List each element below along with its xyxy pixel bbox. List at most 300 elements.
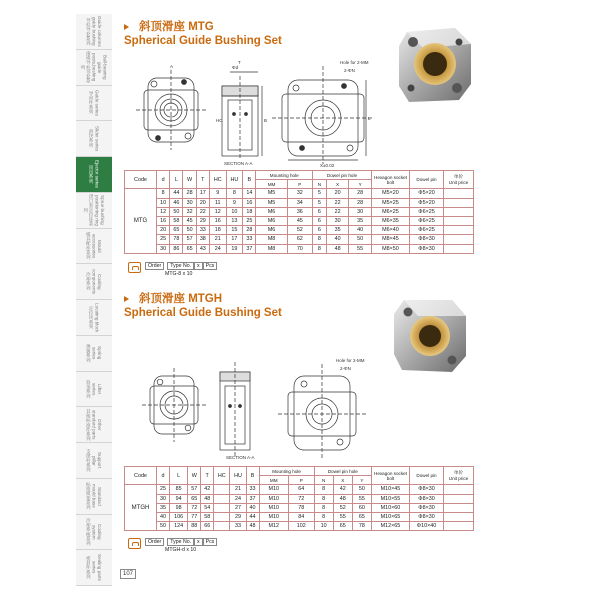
sidebar-tab[interactable] bbox=[76, 157, 112, 193]
table-cell: 55 bbox=[352, 494, 371, 503]
sidebar-tab-label: Spring series 弹簧系列 bbox=[86, 343, 103, 363]
table-cell: 32 bbox=[183, 207, 196, 216]
table-cell: 22 bbox=[326, 207, 349, 216]
table-cell: 8 bbox=[314, 512, 333, 521]
table-cell: 70 bbox=[287, 244, 312, 253]
table-cell: 16 bbox=[209, 216, 226, 225]
table-cell bbox=[214, 522, 230, 531]
sidebar-tab[interactable] bbox=[76, 515, 112, 551]
table-cell: 25 bbox=[157, 485, 170, 494]
table-cell: 8 bbox=[157, 189, 170, 198]
col-dowel: Dowel pin bbox=[410, 467, 444, 485]
table-row bbox=[125, 512, 474, 521]
table-cell: Φ8×30 bbox=[410, 503, 444, 512]
table-cell: M10 bbox=[259, 485, 288, 494]
table-cell: 50 bbox=[352, 485, 371, 494]
table-cell: 20 bbox=[157, 226, 170, 235]
table-cell: 72 bbox=[188, 503, 201, 512]
table-cell: 45 bbox=[183, 216, 196, 225]
code-cell: MTGH bbox=[125, 485, 157, 531]
table-cell: 40 bbox=[326, 235, 349, 244]
table-cell: 37 bbox=[246, 494, 259, 503]
table-cell: M5 bbox=[256, 198, 287, 207]
col-mm: MM bbox=[256, 180, 287, 189]
sidebar-tab-label: Standard mould base 标准模架系列 bbox=[86, 482, 103, 510]
table-cell: 85 bbox=[169, 485, 187, 494]
table-cell: 22 bbox=[196, 207, 209, 216]
unit-price-cell bbox=[444, 226, 474, 235]
table-cell: 18 bbox=[243, 207, 256, 216]
table-cell: 6 bbox=[312, 226, 326, 235]
unit-price-cell bbox=[444, 522, 474, 531]
table-cell: M6 bbox=[256, 207, 287, 216]
table-cell: 28 bbox=[183, 189, 196, 198]
table-cell: 5 bbox=[312, 189, 326, 198]
table-cell: 88 bbox=[188, 522, 201, 531]
table-row bbox=[125, 522, 474, 531]
table-row bbox=[125, 189, 474, 198]
table-cell: 9 bbox=[226, 198, 243, 207]
col-y: Y bbox=[349, 180, 372, 189]
col-dowel-hole: Dowel pin hole bbox=[312, 171, 371, 180]
mtg-phi-label: 2-ΦN bbox=[344, 68, 355, 73]
table-cell: 30 bbox=[183, 198, 196, 207]
table-cell: 30 bbox=[157, 244, 170, 253]
mtg-xy-label: X±0.02 bbox=[320, 163, 335, 168]
mtg-b-label: B bbox=[264, 118, 268, 123]
table-cell: 65 bbox=[183, 244, 196, 253]
table-cell: 19 bbox=[226, 244, 243, 253]
table-cell: 78 bbox=[288, 503, 314, 512]
table-cell: 42 bbox=[333, 485, 352, 494]
col-dowel-hole: Dowel pin hole bbox=[314, 467, 371, 476]
table-cell: 44 bbox=[170, 189, 183, 198]
sidebar-tab[interactable] bbox=[76, 550, 112, 586]
mtg-product-photo bbox=[393, 22, 477, 106]
unit-price-cell bbox=[444, 235, 474, 244]
col-l: L bbox=[169, 467, 187, 485]
table-cell: Φ8×30 bbox=[410, 244, 444, 253]
table-cell: 20 bbox=[196, 198, 209, 207]
mtg-phid-label: Φd bbox=[232, 65, 239, 70]
table-cell: 32 bbox=[287, 189, 312, 198]
table-cell: 33 bbox=[246, 485, 259, 494]
table-cell: 65 bbox=[333, 522, 352, 531]
unit-price-cell bbox=[444, 512, 474, 521]
table-cell: 30 bbox=[326, 216, 349, 225]
sidebar-tab-label: Locating block 定位块系列 bbox=[89, 302, 100, 333]
table-cell: 16 bbox=[157, 216, 170, 225]
mtg-type-no: Type No. bbox=[167, 262, 194, 270]
table-cell: 20 bbox=[326, 189, 349, 198]
mtg-holes-label: Hole for 2-MM bbox=[340, 60, 369, 65]
col-unit-price bbox=[444, 171, 474, 189]
mtgh-order-example: MTGH-d x 10 bbox=[165, 547, 197, 553]
col-t: T bbox=[201, 467, 214, 485]
col-y: Y bbox=[352, 476, 371, 485]
table-cell: 13 bbox=[226, 216, 243, 225]
col-code: Code bbox=[125, 171, 157, 189]
table-cell: 65 bbox=[352, 512, 371, 521]
mtgh-section-label: SECTION A-A bbox=[226, 455, 255, 460]
table-cell: Φ5×20 bbox=[410, 198, 444, 207]
table-cell: 98 bbox=[169, 503, 187, 512]
table-cell: M6 bbox=[256, 216, 287, 225]
mtg-a-label: A bbox=[170, 64, 174, 69]
mtgh-product-photo bbox=[388, 292, 472, 376]
sidebar-tab-label: Ejector series 顶出系列 bbox=[89, 160, 100, 189]
sidebar-tab[interactable] bbox=[76, 193, 112, 229]
table-cell: 40 bbox=[349, 226, 372, 235]
table-cell: 29 bbox=[230, 512, 246, 521]
unit-price-cell bbox=[444, 207, 474, 216]
table-cell: M8 bbox=[256, 235, 287, 244]
table-cell: 8 bbox=[312, 235, 326, 244]
mtgh-phi-label: 2-ΦN bbox=[340, 366, 351, 371]
table-row bbox=[125, 207, 474, 216]
table-cell: 86 bbox=[170, 244, 183, 253]
table-cell: 102 bbox=[288, 522, 314, 531]
mtg-title-en: Spherical Guide Bushing Set bbox=[124, 35, 282, 47]
unit-en: Unit price bbox=[448, 476, 469, 482]
table-cell: M6×25 bbox=[372, 207, 410, 216]
col-w: W bbox=[183, 171, 196, 189]
mtgh-title-block bbox=[124, 292, 282, 320]
col-hc: HC bbox=[214, 467, 230, 485]
table-cell: 40 bbox=[246, 503, 259, 512]
mtgh-order-line bbox=[145, 538, 217, 546]
table-cell: Φ8×30 bbox=[410, 494, 444, 503]
col-hc: HC bbox=[209, 171, 226, 189]
col-p: P bbox=[288, 476, 314, 485]
mtgh-technical-drawing bbox=[140, 350, 380, 462]
table-cell: M8×50 bbox=[372, 244, 410, 253]
table-cell: Φ6×25 bbox=[410, 226, 444, 235]
table-cell: M5×20 bbox=[372, 189, 410, 198]
table-cell: 29 bbox=[196, 216, 209, 225]
col-mounting: Mounting hole bbox=[259, 467, 314, 476]
unit-price-cell bbox=[444, 216, 474, 225]
table-cell: M8 bbox=[256, 244, 287, 253]
mtgh-pcs: Pcs bbox=[203, 538, 218, 546]
table-row bbox=[125, 226, 474, 235]
table-row bbox=[125, 244, 474, 253]
unit-price-cell bbox=[444, 244, 474, 253]
table-cell: 30 bbox=[157, 494, 170, 503]
table-cell: 16 bbox=[243, 198, 256, 207]
table-cell: 21 bbox=[230, 485, 246, 494]
table-cell: 43 bbox=[196, 244, 209, 253]
mtg-title-block bbox=[124, 20, 282, 48]
table-cell: 64 bbox=[288, 485, 314, 494]
table-row bbox=[125, 494, 474, 503]
table-cell: 10 bbox=[226, 207, 243, 216]
table-cell: 8 bbox=[314, 494, 333, 503]
table-cell: 37 bbox=[243, 244, 256, 253]
table-cell: Φ8×30 bbox=[410, 485, 444, 494]
table-cell: 48 bbox=[246, 522, 259, 531]
table-cell: 44 bbox=[246, 512, 259, 521]
table-cell: 35 bbox=[349, 216, 372, 225]
col-code: Code bbox=[125, 467, 157, 485]
table-cell: 48 bbox=[333, 494, 352, 503]
table-cell: 17 bbox=[196, 189, 209, 198]
col-mounting: Mounting hole bbox=[256, 171, 313, 180]
table-cell: M10 bbox=[259, 494, 288, 503]
table-cell: 8 bbox=[226, 189, 243, 198]
mtg-order-example: MTG-8 x 10 bbox=[165, 271, 193, 277]
table-cell: 8 bbox=[314, 503, 333, 512]
table-cell: M10×45 bbox=[372, 485, 410, 494]
table-cell: 28 bbox=[349, 189, 372, 198]
sidebar-tab[interactable] bbox=[76, 372, 112, 408]
sidebar-tab[interactable] bbox=[76, 264, 112, 300]
page-number: 107 bbox=[120, 569, 136, 579]
col-p: P bbox=[287, 180, 312, 189]
table-cell: 28 bbox=[349, 198, 372, 207]
sidebar-tab[interactable] bbox=[76, 407, 112, 443]
sidebar-tab-label: Guide columns guide bushing 导柱导套系列 bbox=[86, 16, 103, 47]
table-cell: 58 bbox=[201, 512, 214, 521]
table-cell: 33 bbox=[230, 522, 246, 531]
table-cell: Φ6×25 bbox=[410, 216, 444, 225]
table-cell: 50 bbox=[183, 226, 196, 235]
table-cell: 57 bbox=[183, 235, 196, 244]
sidebar-tab[interactable] bbox=[76, 300, 112, 336]
table-cell: 60 bbox=[352, 503, 371, 512]
code-cell: MTG bbox=[125, 189, 157, 253]
table-cell: 33 bbox=[243, 235, 256, 244]
mtg-spec-table bbox=[124, 170, 474, 254]
table-cell: M10×65 bbox=[372, 512, 410, 521]
mtg-l-label: L bbox=[368, 116, 371, 121]
table-row bbox=[125, 235, 474, 244]
table-cell: 8 bbox=[312, 244, 326, 253]
mtgh-title-en: Spherical Guide Bushing Set bbox=[124, 307, 282, 319]
col-b: B bbox=[246, 467, 259, 485]
table-cell: 55 bbox=[333, 512, 352, 521]
mtg-t-label: T bbox=[238, 60, 241, 65]
table-cell: 124 bbox=[169, 522, 187, 531]
table-cell: 54 bbox=[201, 503, 214, 512]
table-cell: 36 bbox=[287, 207, 312, 216]
table-cell: 12 bbox=[209, 207, 226, 216]
col-n: N bbox=[314, 476, 333, 485]
unit-price-cell bbox=[444, 503, 474, 512]
table-cell: 48 bbox=[201, 494, 214, 503]
table-cell: 33 bbox=[196, 226, 209, 235]
table-cell: 34 bbox=[287, 198, 312, 207]
table-cell: 50 bbox=[170, 207, 183, 216]
phone-icon bbox=[128, 538, 141, 549]
category-sidebar bbox=[76, 14, 112, 586]
table-cell: 28 bbox=[243, 226, 256, 235]
table-cell: M10×55 bbox=[372, 494, 410, 503]
table-cell: 57 bbox=[188, 485, 201, 494]
unit-en: Unit price bbox=[448, 180, 469, 186]
table-cell: 14 bbox=[243, 189, 256, 198]
sidebar-tab-label: Cooling system 冷却系统系列 bbox=[86, 518, 103, 546]
table-cell: 62 bbox=[287, 235, 312, 244]
table-cell: 35 bbox=[157, 503, 170, 512]
sidebar-tab[interactable] bbox=[76, 86, 112, 122]
sidebar-tab[interactable] bbox=[76, 336, 112, 372]
sidebar-tab[interactable] bbox=[76, 14, 112, 50]
sidebar-tab-label: Other standard parts 其他标准件系列 bbox=[86, 408, 103, 441]
table-cell: 55 bbox=[349, 244, 372, 253]
table-cell: 46 bbox=[170, 198, 183, 207]
sidebar-tab[interactable] bbox=[76, 443, 112, 479]
sidebar-tab[interactable] bbox=[76, 479, 112, 515]
table-cell: 27 bbox=[230, 503, 246, 512]
mtgh-title-cn-text: 斜顶滑座 MTGH bbox=[139, 293, 223, 305]
mtg-order-line bbox=[145, 262, 217, 270]
table-cell: 45 bbox=[287, 216, 312, 225]
table-cell: 21 bbox=[209, 235, 226, 244]
table-cell bbox=[214, 503, 230, 512]
table-cell: 35 bbox=[326, 226, 349, 235]
sidebar-tab[interactable] bbox=[76, 229, 112, 265]
table-cell: M5 bbox=[256, 189, 287, 198]
table-row bbox=[125, 198, 474, 207]
table-cell: M12 bbox=[259, 522, 288, 531]
mtgh-title-cn bbox=[124, 292, 282, 306]
table-cell: 8 bbox=[314, 485, 333, 494]
mtg-x: x bbox=[194, 262, 203, 270]
mtgh-spec-table bbox=[124, 466, 474, 531]
table-cell: 50 bbox=[157, 522, 170, 531]
col-d: d bbox=[157, 171, 170, 189]
table-cell: 58 bbox=[170, 216, 183, 225]
mtg-technical-drawing bbox=[130, 56, 380, 168]
table-cell: 72 bbox=[288, 494, 314, 503]
unit-price-cell bbox=[444, 494, 474, 503]
table-cell: 65 bbox=[170, 226, 183, 235]
table-cell: 9 bbox=[209, 189, 226, 198]
mtg-section-label: SECTION A-A bbox=[224, 161, 253, 166]
table-cell: 12 bbox=[157, 207, 170, 216]
table-cell: 48 bbox=[326, 244, 349, 253]
table-cell: 24 bbox=[209, 244, 226, 253]
table-cell: 15 bbox=[226, 226, 243, 235]
table-cell: M10 bbox=[259, 512, 288, 521]
table-cell: 78 bbox=[352, 522, 371, 531]
table-cell bbox=[214, 494, 230, 503]
sidebar-tab-label: Lifter series 斜顶系列 bbox=[86, 379, 103, 399]
sidebar-tab-label: Sprue bushing positioning ring 浇口套定位环系列 bbox=[83, 194, 105, 227]
mtg-order-box bbox=[128, 262, 217, 277]
col-hu: HU bbox=[226, 171, 243, 189]
col-d: d bbox=[157, 467, 170, 485]
sidebar-tab-label: Support pillar 支撑柱系列 bbox=[86, 448, 103, 472]
table-cell: M8×45 bbox=[372, 235, 410, 244]
table-cell: 17 bbox=[226, 235, 243, 244]
unit-cn: 单价 bbox=[453, 174, 464, 180]
col-hexagon: Hexagon socket bolt bbox=[372, 467, 410, 485]
col-w: W bbox=[188, 467, 201, 485]
table-cell: 66 bbox=[201, 522, 214, 531]
unit-cn: 单价 bbox=[453, 470, 464, 476]
table-cell: 40 bbox=[157, 512, 170, 521]
mtgh-order-label: Order bbox=[145, 538, 164, 546]
sidebar-tab-label: Mould accessories 模具配件系列 bbox=[86, 232, 103, 260]
phone-icon bbox=[128, 262, 141, 273]
table-cell: M6×40 bbox=[372, 226, 410, 235]
mtg-pcs: Pcs bbox=[203, 262, 218, 270]
sidebar-tab-label: Guide series 导向件系列 bbox=[89, 89, 100, 116]
table-row bbox=[125, 216, 474, 225]
mtg-title-cn-text: 斜顶滑座 MTG bbox=[139, 21, 214, 33]
title-arrow-icon bbox=[124, 296, 129, 302]
table-cell: 6 bbox=[312, 207, 326, 216]
table-cell: M6×35 bbox=[372, 216, 410, 225]
table-cell: 52 bbox=[287, 226, 312, 235]
mtg-hc-label: HC bbox=[216, 118, 223, 123]
table-cell: 10 bbox=[314, 522, 333, 531]
col-l: L bbox=[170, 171, 183, 189]
table-cell: Φ8×30 bbox=[410, 235, 444, 244]
unit-price-cell bbox=[444, 198, 474, 207]
col-b: B bbox=[243, 171, 256, 189]
table-cell: 25 bbox=[157, 235, 170, 244]
mtgh-order-box bbox=[128, 538, 217, 553]
col-x: X bbox=[326, 180, 349, 189]
sidebar-tab[interactable] bbox=[76, 50, 112, 86]
title-arrow-icon bbox=[124, 24, 129, 30]
table-cell: M10×60 bbox=[372, 503, 410, 512]
table-cell: 77 bbox=[188, 512, 201, 521]
table-cell bbox=[214, 485, 230, 494]
mtgh-header-row bbox=[125, 467, 474, 476]
table-cell: M6 bbox=[256, 226, 287, 235]
col-t: T bbox=[196, 171, 209, 189]
col-unit-price bbox=[444, 467, 474, 485]
table-row bbox=[125, 503, 474, 512]
sidebar-tab-label: Ball-bearing guide posts,bushing 滚珠导柱导套系列 bbox=[80, 51, 108, 84]
table-cell: 6 bbox=[312, 216, 326, 225]
mtg-order-label: Order bbox=[145, 262, 164, 270]
table-cell: M5×25 bbox=[372, 198, 410, 207]
col-x: X bbox=[333, 476, 352, 485]
table-cell: 84 bbox=[288, 512, 314, 521]
table-cell: 94 bbox=[169, 494, 187, 503]
col-hu: HU bbox=[230, 467, 246, 485]
table-cell: Φ5×20 bbox=[410, 189, 444, 198]
table-cell: 65 bbox=[188, 494, 201, 503]
table-cell: M12×65 bbox=[372, 522, 410, 531]
sidebar-tab-label: Cooling components 冷却系列 bbox=[86, 269, 103, 295]
table-cell: 22 bbox=[326, 198, 349, 207]
table-cell: Φ10×40 bbox=[410, 522, 444, 531]
table-cell: 25 bbox=[243, 216, 256, 225]
col-hexagon: Hexagon socket bolt bbox=[372, 171, 410, 189]
sidebar-tab-label: Sealing parts series 密封件系列 bbox=[86, 554, 103, 582]
mtg-header-row bbox=[125, 171, 474, 180]
table-cell: 38 bbox=[196, 235, 209, 244]
table-cell: 24 bbox=[230, 494, 246, 503]
sidebar-tab[interactable] bbox=[76, 121, 112, 157]
col-dowel: Dowel pin bbox=[410, 171, 444, 189]
table-cell: Φ8×30 bbox=[410, 512, 444, 521]
table-cell: Φ6×25 bbox=[410, 207, 444, 216]
table-cell: 10 bbox=[157, 198, 170, 207]
mtg-title-cn bbox=[124, 20, 282, 34]
col-mm: MM bbox=[259, 476, 288, 485]
table-cell: 30 bbox=[349, 207, 372, 216]
unit-price-cell bbox=[444, 485, 474, 494]
mtgh-type-no: Type No. bbox=[167, 538, 194, 546]
table-cell: 5 bbox=[312, 198, 326, 207]
